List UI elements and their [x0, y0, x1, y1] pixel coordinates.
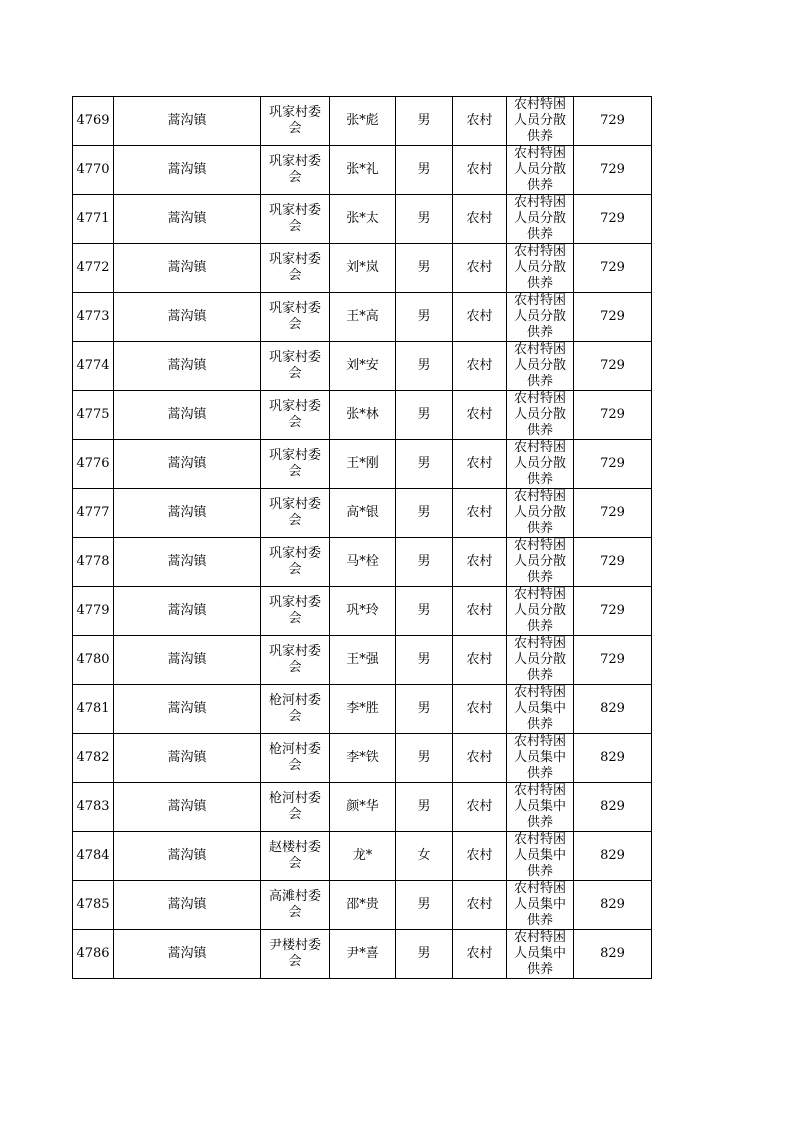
name-cell: 尹*喜 — [330, 930, 396, 979]
row-number-cell: 4783 — [73, 783, 114, 832]
name-cell: 王*强 — [330, 636, 396, 685]
amount-cell: 729 — [574, 489, 652, 538]
name-cell: 王*高 — [330, 293, 396, 342]
village-cell — [261, 293, 330, 342]
row-number-cell: 4769 — [73, 97, 114, 146]
household-type-cell: 农村 — [453, 489, 507, 538]
category-cell — [507, 636, 574, 685]
amount-cell: 829 — [574, 685, 652, 734]
village-cell — [261, 832, 330, 881]
town-cell: 蒿沟镇 — [114, 734, 261, 783]
category-cell — [507, 146, 574, 195]
row-number-cell: 4786 — [73, 930, 114, 979]
town-cell: 蒿沟镇 — [114, 440, 261, 489]
category-text: 农村特困人员分散供养 — [513, 489, 566, 536]
village-cell — [261, 342, 330, 391]
household-type-cell: 农村 — [453, 538, 507, 587]
name-cell: 巩*玲 — [330, 587, 396, 636]
town-cell: 蒿沟镇 — [114, 832, 261, 881]
town-cell: 蒿沟镇 — [114, 783, 261, 832]
town-cell: 蒿沟镇 — [114, 636, 261, 685]
table-row — [73, 97, 652, 146]
category-text: 农村特困人员集中供养 — [513, 930, 566, 977]
amount-cell: 729 — [574, 391, 652, 440]
village-cell — [261, 734, 330, 783]
gender-cell: 男 — [396, 489, 453, 538]
name-cell: 张*礼 — [330, 146, 396, 195]
household-type-cell: 农村 — [453, 97, 507, 146]
village-cell — [261, 391, 330, 440]
amount-cell: 729 — [574, 195, 652, 244]
amount-cell: 829 — [574, 832, 652, 881]
amount-cell: 829 — [574, 783, 652, 832]
town-cell: 蒿沟镇 — [114, 97, 261, 146]
household-type-cell: 农村 — [453, 440, 507, 489]
household-type-cell: 农村 — [453, 783, 507, 832]
amount-cell: 729 — [574, 146, 652, 195]
beneficiary-table — [72, 96, 652, 979]
category-text: 农村特困人员分散供养 — [513, 293, 566, 340]
village-text: 枪河村委会 — [268, 693, 321, 724]
village-text: 枪河村委会 — [268, 742, 321, 773]
amount-cell: 729 — [574, 342, 652, 391]
gender-cell: 男 — [396, 146, 453, 195]
village-text: 巩家村委会 — [268, 497, 321, 528]
household-type-cell: 农村 — [453, 636, 507, 685]
gender-cell: 男 — [396, 783, 453, 832]
category-text: 农村特困人员分散供养 — [513, 342, 566, 389]
name-cell: 李*胜 — [330, 685, 396, 734]
gender-cell: 男 — [396, 97, 453, 146]
amount-cell: 829 — [574, 930, 652, 979]
amount-cell: 729 — [574, 244, 652, 293]
table-row — [73, 783, 652, 832]
town-cell: 蒿沟镇 — [114, 930, 261, 979]
village-cell — [261, 538, 330, 587]
category-text: 农村特困人员分散供养 — [513, 636, 566, 683]
gender-cell: 男 — [396, 685, 453, 734]
village-text: 巩家村委会 — [268, 595, 321, 626]
category-text: 农村特困人员分散供养 — [513, 391, 566, 438]
name-cell: 张*林 — [330, 391, 396, 440]
household-type-cell: 农村 — [453, 244, 507, 293]
table-row — [73, 293, 652, 342]
row-number-cell: 4784 — [73, 832, 114, 881]
table-row — [73, 832, 652, 881]
row-number-cell: 4779 — [73, 587, 114, 636]
category-text: 农村特困人员集中供养 — [513, 783, 566, 830]
amount-cell: 729 — [574, 97, 652, 146]
town-cell: 蒿沟镇 — [114, 195, 261, 244]
village-text: 巩家村委会 — [268, 644, 321, 675]
table-row — [73, 489, 652, 538]
category-cell — [507, 293, 574, 342]
town-cell: 蒿沟镇 — [114, 489, 261, 538]
gender-cell: 男 — [396, 636, 453, 685]
village-text: 巩家村委会 — [268, 399, 321, 430]
table-row — [73, 930, 652, 979]
gender-cell: 男 — [396, 440, 453, 489]
household-type-cell: 农村 — [453, 734, 507, 783]
category-text: 农村特困人员分散供养 — [513, 244, 566, 291]
category-cell — [507, 685, 574, 734]
gender-cell: 男 — [396, 342, 453, 391]
table-row — [73, 685, 652, 734]
gender-cell: 男 — [396, 587, 453, 636]
category-cell — [507, 538, 574, 587]
village-text: 巩家村委会 — [268, 350, 321, 381]
category-cell — [507, 440, 574, 489]
name-cell: 张*太 — [330, 195, 396, 244]
table-row — [73, 538, 652, 587]
household-type-cell: 农村 — [453, 342, 507, 391]
table-row — [73, 244, 652, 293]
category-cell — [507, 832, 574, 881]
name-cell: 李*铁 — [330, 734, 396, 783]
amount-cell: 829 — [574, 734, 652, 783]
row-number-cell: 4781 — [73, 685, 114, 734]
village-text: 巩家村委会 — [268, 203, 321, 234]
table-row — [73, 342, 652, 391]
row-number-cell: 4778 — [73, 538, 114, 587]
category-cell — [507, 244, 574, 293]
name-cell: 张*彪 — [330, 97, 396, 146]
category-text: 农村特困人员集中供养 — [513, 832, 566, 879]
table-row — [73, 881, 652, 930]
category-cell — [507, 881, 574, 930]
household-type-cell: 农村 — [453, 146, 507, 195]
village-cell — [261, 146, 330, 195]
category-cell — [507, 97, 574, 146]
amount-cell: 729 — [574, 293, 652, 342]
town-cell: 蒿沟镇 — [114, 293, 261, 342]
row-number-cell: 4774 — [73, 342, 114, 391]
category-cell — [507, 342, 574, 391]
category-text: 农村特困人员分散供养 — [513, 587, 566, 634]
row-number-cell: 4775 — [73, 391, 114, 440]
village-text: 巩家村委会 — [268, 546, 321, 577]
household-type-cell: 农村 — [453, 685, 507, 734]
row-number-cell: 4773 — [73, 293, 114, 342]
table-row — [73, 440, 652, 489]
table-row — [73, 587, 652, 636]
household-type-cell: 农村 — [453, 391, 507, 440]
row-number-cell: 4770 — [73, 146, 114, 195]
town-cell: 蒿沟镇 — [114, 244, 261, 293]
village-text: 巩家村委会 — [268, 154, 321, 185]
gender-cell: 男 — [396, 293, 453, 342]
category-text: 农村特困人员分散供养 — [513, 97, 566, 144]
gender-cell: 男 — [396, 195, 453, 244]
village-cell — [261, 97, 330, 146]
town-cell: 蒿沟镇 — [114, 391, 261, 440]
village-text: 巩家村委会 — [268, 252, 321, 283]
category-text: 农村特困人员集中供养 — [513, 685, 566, 732]
household-type-cell: 农村 — [453, 195, 507, 244]
village-cell — [261, 881, 330, 930]
household-type-cell: 农村 — [453, 587, 507, 636]
table-row — [73, 636, 652, 685]
household-type-cell: 农村 — [453, 832, 507, 881]
row-number-cell: 4782 — [73, 734, 114, 783]
category-cell — [507, 391, 574, 440]
row-number-cell: 4771 — [73, 195, 114, 244]
row-number-cell: 4772 — [73, 244, 114, 293]
name-cell: 刘*岚 — [330, 244, 396, 293]
category-cell — [507, 734, 574, 783]
village-cell — [261, 440, 330, 489]
village-cell — [261, 195, 330, 244]
village-text: 巩家村委会 — [268, 301, 321, 332]
row-number-cell: 4777 — [73, 489, 114, 538]
category-text: 农村特困人员集中供养 — [513, 734, 566, 781]
category-text: 农村特困人员分散供养 — [513, 538, 566, 585]
village-text: 高滩村委会 — [268, 889, 321, 920]
gender-cell: 女 — [396, 832, 453, 881]
category-cell — [507, 930, 574, 979]
name-cell: 颜*华 — [330, 783, 396, 832]
table-row — [73, 391, 652, 440]
table-row — [73, 195, 652, 244]
category-text: 农村特困人员集中供养 — [513, 881, 566, 928]
gender-cell: 男 — [396, 881, 453, 930]
village-cell — [261, 244, 330, 293]
village-text: 巩家村委会 — [268, 448, 321, 479]
village-cell — [261, 489, 330, 538]
town-cell: 蒿沟镇 — [114, 881, 261, 930]
town-cell: 蒿沟镇 — [114, 587, 261, 636]
amount-cell: 829 — [574, 881, 652, 930]
name-cell: 龙* — [330, 832, 396, 881]
row-number-cell: 4776 — [73, 440, 114, 489]
village-text: 赵楼村委会 — [268, 840, 321, 871]
gender-cell: 男 — [396, 538, 453, 587]
village-cell — [261, 587, 330, 636]
row-number-cell: 4780 — [73, 636, 114, 685]
category-cell — [507, 195, 574, 244]
table-body — [73, 97, 652, 979]
household-type-cell: 农村 — [453, 293, 507, 342]
household-type-cell: 农村 — [453, 930, 507, 979]
village-cell — [261, 930, 330, 979]
amount-cell: 729 — [574, 587, 652, 636]
table-row — [73, 734, 652, 783]
village-text: 巩家村委会 — [268, 105, 321, 136]
name-cell: 刘*安 — [330, 342, 396, 391]
household-type-cell: 农村 — [453, 881, 507, 930]
town-cell: 蒿沟镇 — [114, 146, 261, 195]
village-cell — [261, 636, 330, 685]
village-text: 枪河村委会 — [268, 791, 321, 822]
category-text: 农村特困人员分散供养 — [513, 440, 566, 487]
category-cell — [507, 783, 574, 832]
village-cell — [261, 685, 330, 734]
amount-cell: 729 — [574, 440, 652, 489]
village-cell — [261, 783, 330, 832]
name-cell: 邵*贵 — [330, 881, 396, 930]
row-number-cell: 4785 — [73, 881, 114, 930]
gender-cell: 男 — [396, 391, 453, 440]
town-cell: 蒿沟镇 — [114, 538, 261, 587]
gender-cell: 男 — [396, 734, 453, 783]
amount-cell: 729 — [574, 636, 652, 685]
town-cell: 蒿沟镇 — [114, 342, 261, 391]
table-row — [73, 146, 652, 195]
gender-cell: 男 — [396, 244, 453, 293]
gender-cell: 男 — [396, 930, 453, 979]
amount-cell: 729 — [574, 538, 652, 587]
name-cell: 王*刚 — [330, 440, 396, 489]
name-cell: 高*银 — [330, 489, 396, 538]
category-cell — [507, 489, 574, 538]
village-text: 尹楼村委会 — [268, 938, 321, 969]
category-text: 农村特困人员分散供养 — [513, 195, 566, 242]
town-cell: 蒿沟镇 — [114, 685, 261, 734]
category-cell — [507, 587, 574, 636]
name-cell: 马*栓 — [330, 538, 396, 587]
category-text: 农村特困人员分散供养 — [513, 146, 566, 193]
